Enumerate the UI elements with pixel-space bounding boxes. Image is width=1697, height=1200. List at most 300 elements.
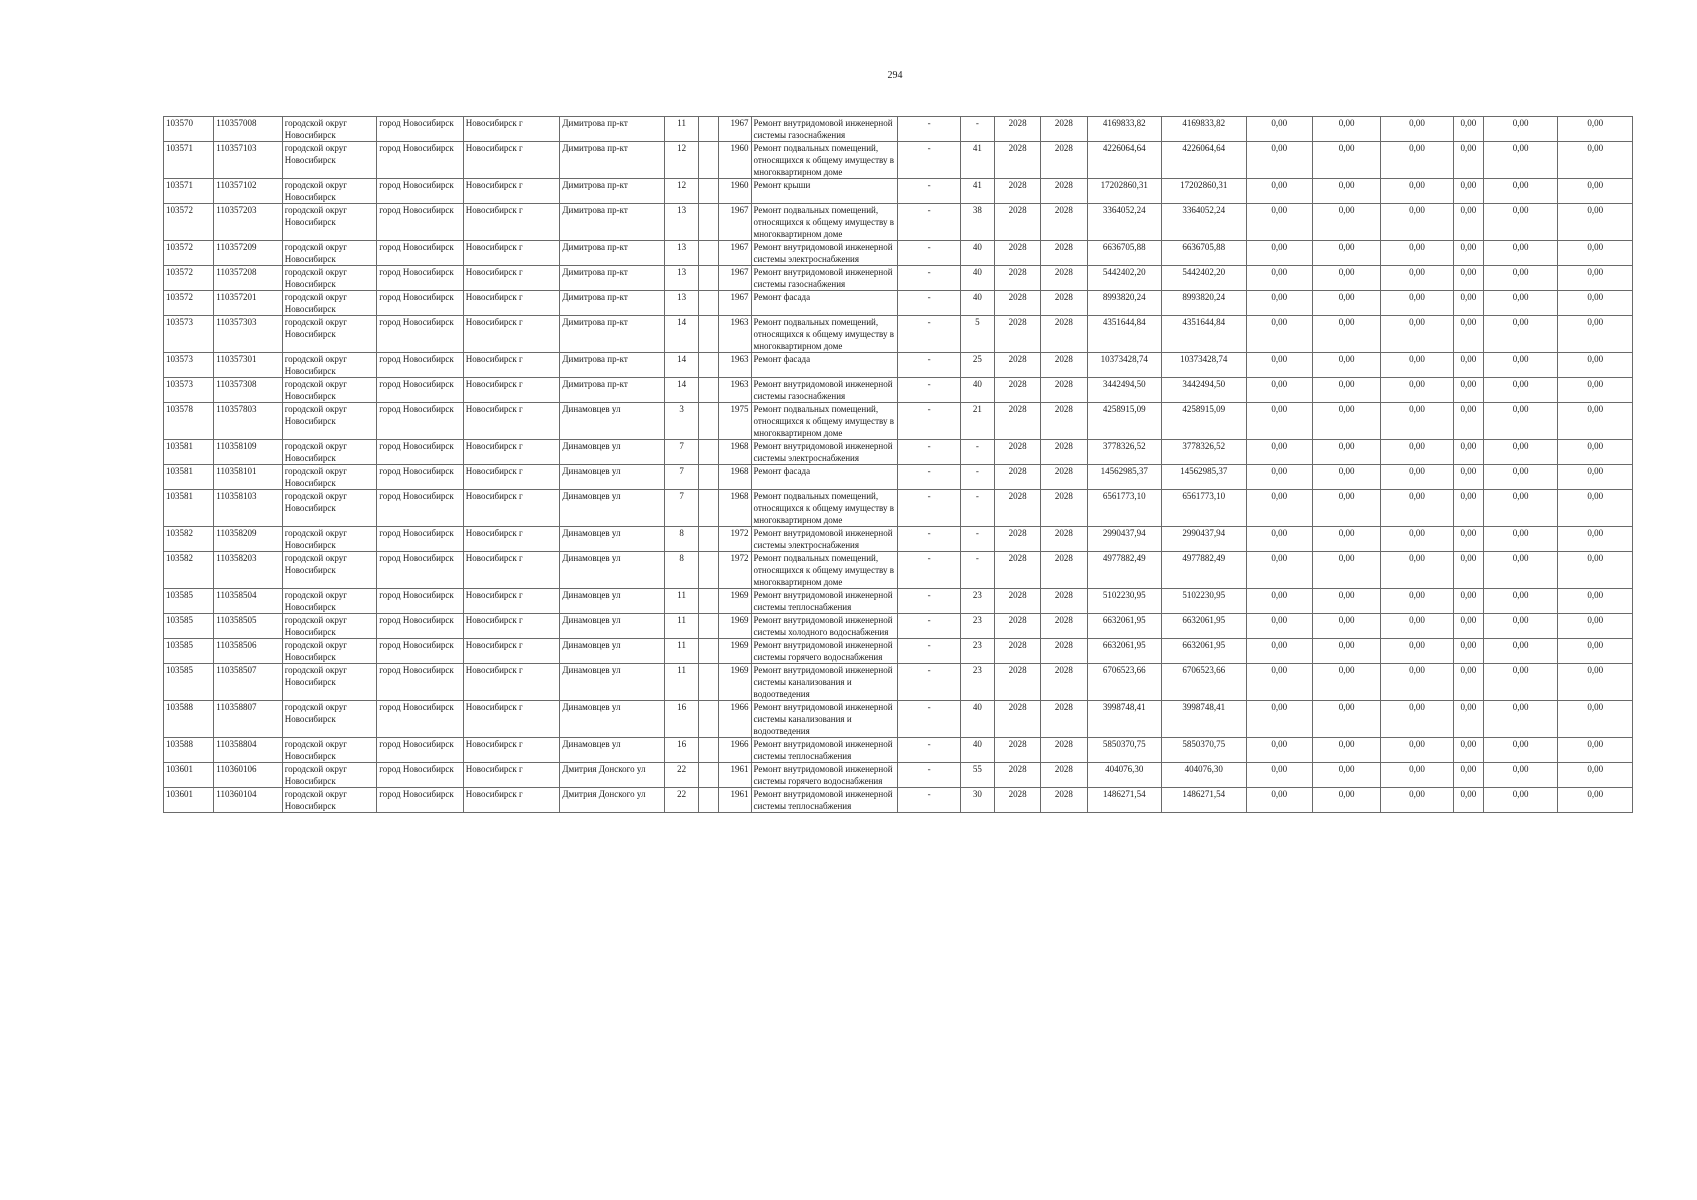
table-row <box>164 527 1633 552</box>
street-cell: Димитрова пр-кт <box>560 204 665 241</box>
fund-4-cell: 0,00 <box>1453 117 1483 142</box>
value-b-cell: 41 <box>960 142 994 179</box>
fund-3-cell: 0,00 <box>1381 353 1453 378</box>
street-cell: Динамовцев ул <box>560 614 665 639</box>
value-a-cell: - <box>898 639 960 664</box>
cost-amount-cell: 404076,30 <box>1087 763 1161 788</box>
table-row <box>164 291 1633 316</box>
value-b-cell: 40 <box>960 266 994 291</box>
fund-4-cell: 0,00 <box>1453 614 1483 639</box>
table-row <box>164 664 1633 701</box>
plan-year-start-cell: 2028 <box>994 738 1040 763</box>
house-number-cell: 3 <box>665 403 699 440</box>
fund-3-cell: 0,00 <box>1381 266 1453 291</box>
work-type-cell: Ремонт подвальных помещений, относящихся к общему имуществу в многоквартирном доме <box>751 204 898 241</box>
plan-year-start-cell: 2028 <box>994 316 1040 353</box>
fund-2-cell: 0,00 <box>1312 440 1380 465</box>
cost-amount-cell: 14562985,37 <box>1087 465 1161 490</box>
table-row <box>164 614 1633 639</box>
value-b-cell: 23 <box>960 589 994 614</box>
street-cell: Димитрова пр-кт <box>560 179 665 204</box>
work-type-cell: Ремонт внутридомовой инженерной системы электроснабжения <box>751 527 898 552</box>
settlement-cell: город Новосибирск <box>377 204 464 241</box>
city-cell: Новосибирск г <box>463 763 560 788</box>
city-cell: Новосибирск г <box>463 527 560 552</box>
total-amount-cell: 404076,30 <box>1162 763 1247 788</box>
fund-2-cell: 0,00 <box>1312 142 1380 179</box>
fund-1-cell: 0,00 <box>1246 614 1312 639</box>
fund-2-cell: 0,00 <box>1312 788 1380 813</box>
table-row <box>164 316 1633 353</box>
building-letter-cell <box>699 552 719 589</box>
cost-amount-cell: 3442494,50 <box>1087 378 1161 403</box>
value-b-cell: 25 <box>960 353 994 378</box>
plan-year-end-cell: 2028 <box>1041 465 1087 490</box>
municipal-district-cell: городской округ Новосибирск <box>282 614 377 639</box>
fund-3-cell: 0,00 <box>1381 664 1453 701</box>
plan-year-start-cell: 2028 <box>994 527 1040 552</box>
fund-3-cell: 0,00 <box>1381 589 1453 614</box>
plan-year-end-cell: 2028 <box>1041 589 1087 614</box>
fund-5-cell: 0,00 <box>1483 266 1557 291</box>
value-b-cell: - <box>960 440 994 465</box>
settlement-cell: город Новосибирск <box>377 552 464 589</box>
table-row <box>164 378 1633 403</box>
plan-year-start-cell: 2028 <box>994 179 1040 204</box>
cost-amount-cell: 4226064,64 <box>1087 142 1161 179</box>
work-type-cell: Ремонт внутридомовой инженерной системы горячего водоснабжения <box>751 763 898 788</box>
value-a-cell: - <box>898 291 960 316</box>
fund-4-cell: 0,00 <box>1453 204 1483 241</box>
value-b-cell: 23 <box>960 664 994 701</box>
house-number-cell: 22 <box>665 788 699 813</box>
fund-2-cell: 0,00 <box>1312 266 1380 291</box>
fund-5-cell: 0,00 <box>1483 552 1557 589</box>
row-id-cell: 103570 <box>164 117 214 142</box>
fund-6-cell: 0,00 <box>1558 614 1633 639</box>
plan-year-end-cell: 2028 <box>1041 701 1087 738</box>
work-type-cell: Ремонт внутридомовой инженерной системы газоснабжения <box>751 266 898 291</box>
work-code-cell: 110358103 <box>214 490 282 527</box>
fund-2-cell: 0,00 <box>1312 589 1380 614</box>
fund-1-cell: 0,00 <box>1246 179 1312 204</box>
fund-5-cell: 0,00 <box>1483 738 1557 763</box>
city-cell: Новосибирск г <box>463 614 560 639</box>
municipal-district-cell: городской округ Новосибирск <box>282 378 377 403</box>
municipal-district-cell: городской округ Новосибирск <box>282 552 377 589</box>
house-number-cell: 7 <box>665 440 699 465</box>
table-row <box>164 266 1633 291</box>
street-cell: Дмитрия Донского ул <box>560 788 665 813</box>
table-row <box>164 490 1633 527</box>
fund-1-cell: 0,00 <box>1246 117 1312 142</box>
fund-3-cell: 0,00 <box>1381 639 1453 664</box>
house-number-cell: 11 <box>665 117 699 142</box>
total-amount-cell: 6632061,95 <box>1162 639 1247 664</box>
settlement-cell: город Новосибирск <box>377 403 464 440</box>
table-row <box>164 465 1633 490</box>
fund-3-cell: 0,00 <box>1381 701 1453 738</box>
total-amount-cell: 4977882,49 <box>1162 552 1247 589</box>
street-cell: Динамовцев ул <box>560 403 665 440</box>
fund-3-cell: 0,00 <box>1381 204 1453 241</box>
value-b-cell: 30 <box>960 788 994 813</box>
municipal-district-cell: городской округ Новосибирск <box>282 701 377 738</box>
total-amount-cell: 3778326,52 <box>1162 440 1247 465</box>
row-id-cell: 103572 <box>164 204 214 241</box>
total-amount-cell: 4226064,64 <box>1162 142 1247 179</box>
fund-4-cell: 0,00 <box>1453 291 1483 316</box>
fund-4-cell: 0,00 <box>1453 763 1483 788</box>
plan-year-end-cell: 2028 <box>1041 316 1087 353</box>
building-letter-cell <box>699 179 719 204</box>
plan-year-end-cell: 2028 <box>1041 291 1087 316</box>
building-letter-cell <box>699 614 719 639</box>
street-cell: Димитрова пр-кт <box>560 142 665 179</box>
fund-4-cell: 0,00 <box>1453 403 1483 440</box>
work-type-cell: Ремонт внутридомовой инженерной системы горячего водоснабжения <box>751 639 898 664</box>
city-cell: Новосибирск г <box>463 701 560 738</box>
work-type-cell: Ремонт фасада <box>751 291 898 316</box>
plan-year-end-cell: 2028 <box>1041 664 1087 701</box>
fund-3-cell: 0,00 <box>1381 490 1453 527</box>
value-a-cell: - <box>898 266 960 291</box>
municipal-district-cell: городской округ Новосибирск <box>282 440 377 465</box>
plan-year-end-cell: 2028 <box>1041 241 1087 266</box>
building-letter-cell <box>699 639 719 664</box>
total-amount-cell: 4258915,09 <box>1162 403 1247 440</box>
table-row <box>164 763 1633 788</box>
work-type-cell: Ремонт крыши <box>751 179 898 204</box>
build-year-cell: 1972 <box>719 552 751 589</box>
street-cell: Динамовцев ул <box>560 589 665 614</box>
value-b-cell: - <box>960 490 994 527</box>
municipal-district-cell: городской округ Новосибирск <box>282 266 377 291</box>
row-id-cell: 103572 <box>164 266 214 291</box>
house-number-cell: 16 <box>665 738 699 763</box>
fund-2-cell: 0,00 <box>1312 117 1380 142</box>
cost-amount-cell: 6636705,88 <box>1087 241 1161 266</box>
fund-2-cell: 0,00 <box>1312 353 1380 378</box>
fund-2-cell: 0,00 <box>1312 179 1380 204</box>
plan-year-start-cell: 2028 <box>994 639 1040 664</box>
fund-6-cell: 0,00 <box>1558 465 1633 490</box>
fund-1-cell: 0,00 <box>1246 204 1312 241</box>
fund-4-cell: 0,00 <box>1453 639 1483 664</box>
plan-year-end-cell: 2028 <box>1041 179 1087 204</box>
building-letter-cell <box>699 664 719 701</box>
fund-4-cell: 0,00 <box>1453 701 1483 738</box>
house-number-cell: 11 <box>665 664 699 701</box>
plan-year-end-cell: 2028 <box>1041 552 1087 589</box>
page-number: 294 <box>887 70 903 81</box>
cost-amount-cell: 2990437,94 <box>1087 527 1161 552</box>
row-id-cell: 103581 <box>164 490 214 527</box>
cost-amount-cell: 3998748,41 <box>1087 701 1161 738</box>
fund-6-cell: 0,00 <box>1558 701 1633 738</box>
build-year-cell: 1966 <box>719 738 751 763</box>
plan-year-end-cell: 2028 <box>1041 266 1087 291</box>
row-id-cell: 103588 <box>164 701 214 738</box>
value-a-cell: - <box>898 664 960 701</box>
plan-year-end-cell: 2028 <box>1041 440 1087 465</box>
work-code-cell: 110357203 <box>214 204 282 241</box>
city-cell: Новосибирск г <box>463 291 560 316</box>
street-cell: Динамовцев ул <box>560 639 665 664</box>
plan-year-start-cell: 2028 <box>994 614 1040 639</box>
fund-4-cell: 0,00 <box>1453 316 1483 353</box>
fund-3-cell: 0,00 <box>1381 465 1453 490</box>
work-type-cell: Ремонт внутридомовой инженерной системы канализования и водоотведения <box>751 664 898 701</box>
plan-year-start-cell: 2028 <box>994 440 1040 465</box>
street-cell: Динамовцев ул <box>560 738 665 763</box>
fund-5-cell: 0,00 <box>1483 701 1557 738</box>
capital-repair-table <box>163 116 1633 813</box>
city-cell: Новосибирск г <box>463 403 560 440</box>
build-year-cell: 1968 <box>719 440 751 465</box>
fund-3-cell: 0,00 <box>1381 241 1453 266</box>
municipal-district-cell: городской округ Новосибирск <box>282 179 377 204</box>
municipal-district-cell: городской округ Новосибирск <box>282 117 377 142</box>
building-letter-cell <box>699 204 719 241</box>
fund-4-cell: 0,00 <box>1453 465 1483 490</box>
total-amount-cell: 3364052,24 <box>1162 204 1247 241</box>
plan-year-start-cell: 2028 <box>994 266 1040 291</box>
cost-amount-cell: 10373428,74 <box>1087 353 1161 378</box>
plan-year-start-cell: 2028 <box>994 552 1040 589</box>
total-amount-cell: 3998748,41 <box>1162 701 1247 738</box>
city-cell: Новосибирск г <box>463 241 560 266</box>
municipal-district-cell: городской округ Новосибирск <box>282 204 377 241</box>
fund-5-cell: 0,00 <box>1483 378 1557 403</box>
cost-amount-cell: 3364052,24 <box>1087 204 1161 241</box>
fund-6-cell: 0,00 <box>1558 117 1633 142</box>
fund-2-cell: 0,00 <box>1312 378 1380 403</box>
municipal-district-cell: городской округ Новосибирск <box>282 241 377 266</box>
fund-2-cell: 0,00 <box>1312 552 1380 589</box>
cost-amount-cell: 6706523,66 <box>1087 664 1161 701</box>
plan-year-start-cell: 2028 <box>994 788 1040 813</box>
fund-5-cell: 0,00 <box>1483 639 1557 664</box>
work-code-cell: 110360104 <box>214 788 282 813</box>
fund-1-cell: 0,00 <box>1246 440 1312 465</box>
settlement-cell: город Новосибирск <box>377 738 464 763</box>
fund-5-cell: 0,00 <box>1483 490 1557 527</box>
plan-year-end-cell: 2028 <box>1041 353 1087 378</box>
work-type-cell: Ремонт внутридомовой инженерной системы газоснабжения <box>751 378 898 403</box>
building-letter-cell <box>699 788 719 813</box>
city-cell: Новосибирск г <box>463 589 560 614</box>
table-row <box>164 738 1633 763</box>
cost-amount-cell: 5850370,75 <box>1087 738 1161 763</box>
build-year-cell: 1961 <box>719 763 751 788</box>
total-amount-cell: 17202860,31 <box>1162 179 1247 204</box>
building-letter-cell <box>699 117 719 142</box>
row-id-cell: 103571 <box>164 179 214 204</box>
total-amount-cell: 2990437,94 <box>1162 527 1247 552</box>
building-letter-cell <box>699 527 719 552</box>
plan-year-start-cell: 2028 <box>994 701 1040 738</box>
table-row <box>164 353 1633 378</box>
fund-1-cell: 0,00 <box>1246 763 1312 788</box>
build-year-cell: 1963 <box>719 316 751 353</box>
build-year-cell: 1968 <box>719 465 751 490</box>
build-year-cell: 1961 <box>719 788 751 813</box>
street-cell: Димитрова пр-кт <box>560 241 665 266</box>
settlement-cell: город Новосибирск <box>377 465 464 490</box>
settlement-cell: город Новосибирск <box>377 241 464 266</box>
plan-year-end-cell: 2028 <box>1041 527 1087 552</box>
municipal-district-cell: городской округ Новосибирск <box>282 664 377 701</box>
fund-6-cell: 0,00 <box>1558 639 1633 664</box>
plan-year-end-cell: 2028 <box>1041 403 1087 440</box>
cost-amount-cell: 17202860,31 <box>1087 179 1161 204</box>
building-letter-cell <box>699 291 719 316</box>
settlement-cell: город Новосибирск <box>377 701 464 738</box>
build-year-cell: 1963 <box>719 353 751 378</box>
building-letter-cell <box>699 241 719 266</box>
plan-year-end-cell: 2028 <box>1041 204 1087 241</box>
value-b-cell: - <box>960 465 994 490</box>
table-body <box>164 117 1633 813</box>
fund-5-cell: 0,00 <box>1483 465 1557 490</box>
street-cell: Динамовцев ул <box>560 664 665 701</box>
settlement-cell: город Новосибирск <box>377 378 464 403</box>
municipal-district-cell: городской округ Новосибирск <box>282 589 377 614</box>
plan-year-start-cell: 2028 <box>994 291 1040 316</box>
fund-6-cell: 0,00 <box>1558 142 1633 179</box>
street-cell: Димитрова пр-кт <box>560 316 665 353</box>
settlement-cell: город Новосибирск <box>377 589 464 614</box>
work-type-cell: Ремонт внутридомовой инженерной системы теплоснабжения <box>751 589 898 614</box>
row-id-cell: 103581 <box>164 465 214 490</box>
value-a-cell: - <box>898 316 960 353</box>
plan-year-end-cell: 2028 <box>1041 378 1087 403</box>
fund-5-cell: 0,00 <box>1483 204 1557 241</box>
fund-6-cell: 0,00 <box>1558 552 1633 589</box>
cost-amount-cell: 6632061,95 <box>1087 639 1161 664</box>
total-amount-cell: 5102230,95 <box>1162 589 1247 614</box>
house-number-cell: 12 <box>665 142 699 179</box>
value-a-cell: - <box>898 490 960 527</box>
fund-1-cell: 0,00 <box>1246 291 1312 316</box>
settlement-cell: город Новосибирск <box>377 664 464 701</box>
work-code-cell: 110357803 <box>214 403 282 440</box>
house-number-cell: 7 <box>665 465 699 490</box>
house-number-cell: 11 <box>665 614 699 639</box>
work-code-cell: 110358209 <box>214 527 282 552</box>
fund-6-cell: 0,00 <box>1558 204 1633 241</box>
plan-year-start-cell: 2028 <box>994 403 1040 440</box>
fund-3-cell: 0,00 <box>1381 403 1453 440</box>
street-cell: Димитрова пр-кт <box>560 266 665 291</box>
fund-1-cell: 0,00 <box>1246 527 1312 552</box>
row-id-cell: 103601 <box>164 788 214 813</box>
fund-4-cell: 0,00 <box>1453 527 1483 552</box>
work-type-cell: Ремонт внутридомовой инженерной системы электроснабжения <box>751 241 898 266</box>
municipal-district-cell: городской округ Новосибирск <box>282 738 377 763</box>
work-code-cell: 110357103 <box>214 142 282 179</box>
work-type-cell: Ремонт фасада <box>751 353 898 378</box>
fund-5-cell: 0,00 <box>1483 440 1557 465</box>
work-type-cell: Ремонт внутридомовой инженерной системы электроснабжения <box>751 440 898 465</box>
build-year-cell: 1972 <box>719 527 751 552</box>
row-id-cell: 103581 <box>164 440 214 465</box>
building-letter-cell <box>699 465 719 490</box>
city-cell: Новосибирск г <box>463 738 560 763</box>
table-row <box>164 142 1633 179</box>
cost-amount-cell: 5442402,20 <box>1087 266 1161 291</box>
value-b-cell: 5 <box>960 316 994 353</box>
value-b-cell: 40 <box>960 241 994 266</box>
city-cell: Новосибирск г <box>463 378 560 403</box>
plan-year-start-cell: 2028 <box>994 763 1040 788</box>
row-id-cell: 103571 <box>164 142 214 179</box>
fund-4-cell: 0,00 <box>1453 179 1483 204</box>
value-a-cell: - <box>898 465 960 490</box>
work-code-cell: 110358506 <box>214 639 282 664</box>
fund-6-cell: 0,00 <box>1558 763 1633 788</box>
fund-5-cell: 0,00 <box>1483 241 1557 266</box>
fund-2-cell: 0,00 <box>1312 316 1380 353</box>
fund-6-cell: 0,00 <box>1558 241 1633 266</box>
table-row <box>164 552 1633 589</box>
settlement-cell: город Новосибирск <box>377 179 464 204</box>
build-year-cell: 1963 <box>719 378 751 403</box>
value-a-cell: - <box>898 614 960 639</box>
settlement-cell: город Новосибирск <box>377 527 464 552</box>
value-a-cell: - <box>898 701 960 738</box>
value-a-cell: - <box>898 179 960 204</box>
fund-6-cell: 0,00 <box>1558 291 1633 316</box>
value-b-cell: - <box>960 527 994 552</box>
city-cell: Новосибирск г <box>463 664 560 701</box>
municipal-district-cell: городской округ Новосибирск <box>282 465 377 490</box>
cost-amount-cell: 8993820,24 <box>1087 291 1161 316</box>
row-id-cell: 103588 <box>164 738 214 763</box>
value-b-cell: 41 <box>960 179 994 204</box>
cost-amount-cell: 4351644,84 <box>1087 316 1161 353</box>
plan-year-end-cell: 2028 <box>1041 763 1087 788</box>
work-code-cell: 110358505 <box>214 614 282 639</box>
plan-year-end-cell: 2028 <box>1041 117 1087 142</box>
fund-2-cell: 0,00 <box>1312 664 1380 701</box>
work-code-cell: 110358507 <box>214 664 282 701</box>
street-cell: Дмитрия Донского ул <box>560 763 665 788</box>
value-b-cell: - <box>960 117 994 142</box>
build-year-cell: 1967 <box>719 117 751 142</box>
fund-6-cell: 0,00 <box>1558 179 1633 204</box>
work-type-cell: Ремонт подвальных помещений, относящихся к общему имуществу в многоквартирном доме <box>751 490 898 527</box>
settlement-cell: город Новосибирск <box>377 266 464 291</box>
fund-6-cell: 0,00 <box>1558 738 1633 763</box>
fund-1-cell: 0,00 <box>1246 664 1312 701</box>
value-b-cell: 40 <box>960 291 994 316</box>
work-type-cell: Ремонт подвальных помещений, относящихся к общему имуществу в многоквартирном доме <box>751 316 898 353</box>
plan-year-end-cell: 2028 <box>1041 788 1087 813</box>
municipal-district-cell: городской округ Новосибирск <box>282 788 377 813</box>
value-b-cell: 55 <box>960 763 994 788</box>
work-type-cell: Ремонт внутридомовой инженерной системы газоснабжения <box>751 117 898 142</box>
house-number-cell: 8 <box>665 552 699 589</box>
work-type-cell: Ремонт подвальных помещений, относящихся к общему имуществу в многоквартирном доме <box>751 552 898 589</box>
street-cell: Динамовцев ул <box>560 490 665 527</box>
work-code-cell: 110357208 <box>214 266 282 291</box>
table-row <box>164 639 1633 664</box>
municipal-district-cell: городской округ Новосибирск <box>282 527 377 552</box>
plan-year-end-cell: 2028 <box>1041 490 1087 527</box>
settlement-cell: город Новосибирск <box>377 440 464 465</box>
